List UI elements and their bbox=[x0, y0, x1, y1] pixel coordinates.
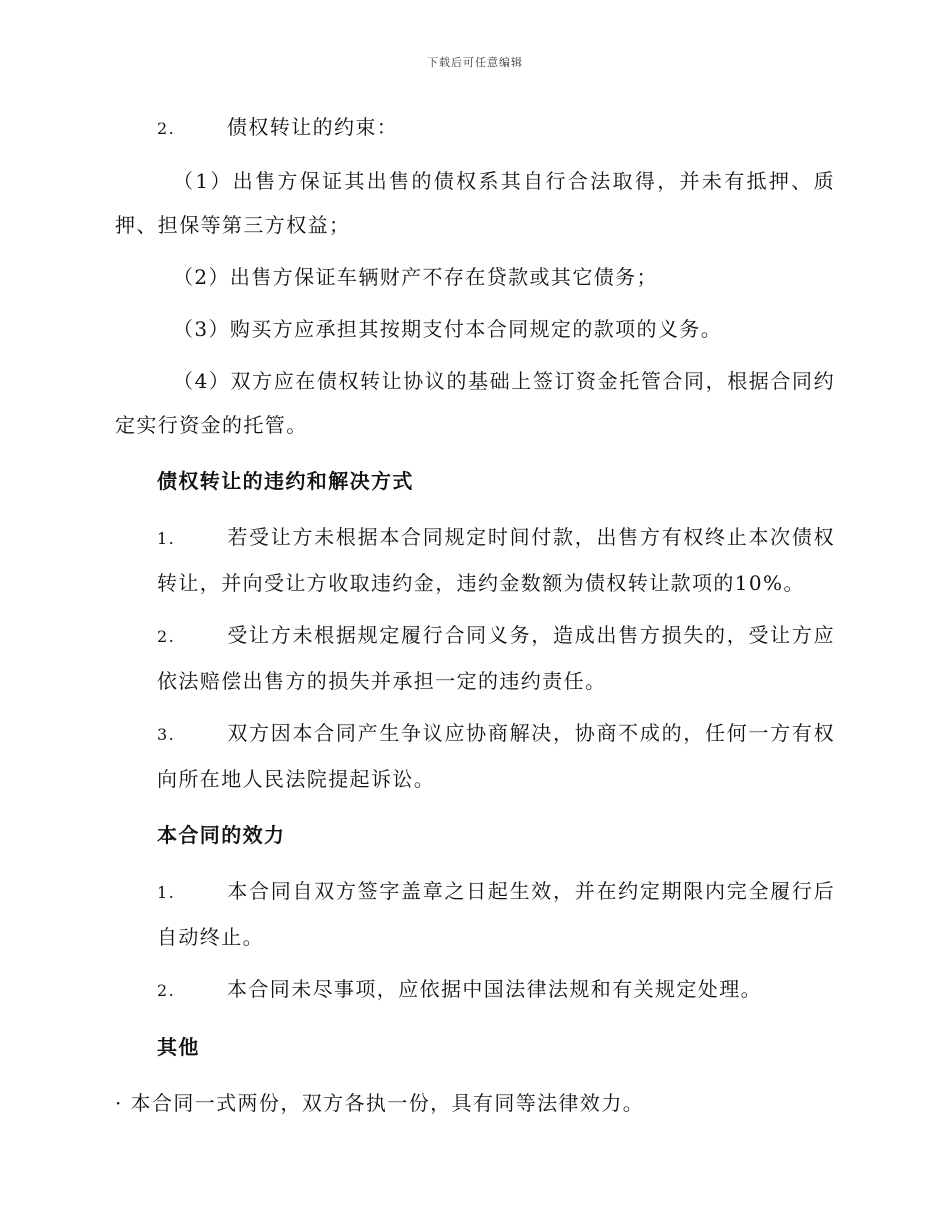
clause-number: 2. bbox=[157, 119, 176, 138]
clause-text: 受让方未根据规定履行合同义务，造成出售方损失的，受让方应依法赔偿出售方的损失并承担一定的违约责任。 bbox=[157, 623, 835, 693]
clause-2 bbox=[115, 105, 835, 151]
breach-clause-3 bbox=[115, 711, 835, 801]
clause-text: 若受让方未根据本合同规定时间付款，出售方有权终止本次债权转让，并向受让方收取违约金，违约金数额为债权转让款项的10%。 bbox=[157, 525, 835, 595]
sub-clause-3: （3）购买方应承担其按期支付本合同规定的款项的义务。 bbox=[173, 317, 723, 341]
clause-number: 1. bbox=[157, 529, 176, 548]
section-heading-breach: 债权转让的违约和解决方式 bbox=[157, 469, 414, 493]
clause-number: 1. bbox=[157, 883, 176, 902]
sub-clause-1: （1）出售方保证其出售的债权系其自行合法取得，并未有抵押、质押、担保等第三方权益； bbox=[115, 169, 835, 237]
validity-clause-2 bbox=[115, 967, 835, 1013]
clause-text: 本合同未尽事项，应依据中国法律法规和有关规定处理。 bbox=[227, 977, 762, 1001]
clause-text: 债权转让的约束： bbox=[227, 115, 399, 139]
sub-clause-4: （4）双方应在债权转让协议的基础上签订资金托管合同，根据合同约定实行资金的托管。 bbox=[115, 369, 835, 437]
clause-text: 双方因本合同产生争议应协商解决，协商不成的，任何一方有权向所在地人民法院提起诉讼。 bbox=[157, 721, 835, 791]
sub-clause-2: （2）出售方保证车辆财产不存在贷款或其它债务； bbox=[173, 265, 658, 289]
other-bullet: · 本合同一式两份，双方各执一份，具有同等法律效力。 bbox=[115, 1091, 645, 1115]
section-heading-other: 其他 bbox=[157, 1035, 200, 1059]
clause-number: 2. bbox=[157, 981, 176, 1000]
clause-number: 3. bbox=[157, 725, 176, 744]
clause-text: 本合同自双方签字盖章之日起生效，并在约定期限内完全履行后自动终止。 bbox=[157, 879, 835, 949]
validity-clause-1 bbox=[115, 869, 835, 959]
breach-clause-2 bbox=[115, 613, 835, 703]
document-body bbox=[115, 100, 835, 1125]
breach-clause-1 bbox=[115, 515, 835, 605]
section-heading-validity: 本合同的效力 bbox=[157, 823, 286, 847]
clause-number: 2. bbox=[157, 627, 176, 646]
page-header: 下载后可任意编辑 bbox=[427, 56, 523, 69]
